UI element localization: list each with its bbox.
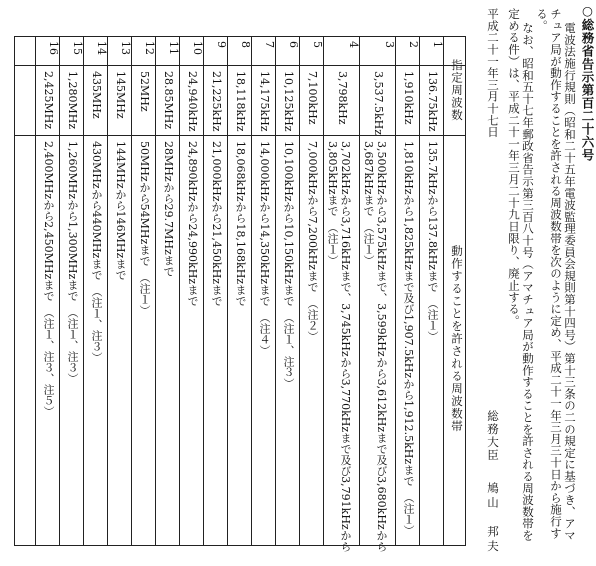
permitted-frequency-band: 50MHzから54MHzまで （注１） — [138, 141, 151, 316]
row-number: 5 — [311, 41, 324, 48]
permitted-frequency-band: 24,890kHzから24,990kHzまで — [186, 141, 199, 307]
designated-frequency: 3,537.5kHz — [372, 71, 385, 136]
row-number: 14 — [95, 41, 108, 55]
row-number: 12 — [143, 41, 156, 55]
header-permitted-bands: 動作することを許される周波数帯 — [450, 245, 464, 433]
row-number: 13 — [119, 41, 132, 55]
permitted-frequency-band: 10,100kHzから10,150kHzまで （注１、注３） — [282, 141, 295, 389]
designated-frequency: 18,118kHz — [234, 71, 247, 132]
table-row — [107, 37, 131, 545]
designated-frequency: 136.75kHz — [426, 71, 439, 132]
row-number: 10 — [191, 41, 204, 55]
permitted-frequency-band: 14,000kHzから14,350kHzまで （注４） — [258, 141, 271, 356]
permitted-frequency-band: 144MHzから146MHzまで — [114, 141, 127, 281]
table-row — [179, 37, 203, 545]
row-number: 9 — [215, 41, 228, 48]
row-number: 8 — [239, 41, 252, 48]
permitted-frequency-band: 3,500kHzから3,575kHzまで、3,599kHzから3,612kHzまで及び3,680kHzから 3,687kHzまで （注１） — [362, 141, 388, 552]
table-row — [155, 37, 179, 545]
permitted-frequency-band: 2,400MHzから2,450MHzまで （注１、注３、注５） — [42, 141, 55, 417]
permitted-frequency-band: 135.7kHzから137.8kHzまで （注１） — [426, 141, 439, 342]
row-number: 6 — [287, 41, 300, 48]
row-number: 11 — [167, 41, 180, 55]
table-row — [203, 37, 227, 545]
permitted-frequency-band: 21,000kHzから21,450kHzまで — [210, 141, 223, 307]
table-row — [251, 37, 275, 545]
row-number: 1 — [431, 41, 444, 48]
designated-frequency: 10,125kHz — [282, 71, 295, 132]
row-number: 15 — [71, 41, 84, 55]
designated-frequency: 24,940kHz — [186, 71, 199, 132]
permitted-frequency-band: 18,068kHzから18,168kHzまで — [234, 141, 247, 307]
frequency-table — [14, 36, 466, 552]
designated-frequency: 52MHz — [138, 71, 151, 112]
row-number: 3 — [383, 41, 396, 48]
table-row — [83, 37, 107, 545]
table-row — [395, 37, 419, 545]
permitted-frequency-band: 28MHzから29.7MHzまで — [162, 141, 175, 277]
row-number: 4 — [347, 41, 360, 48]
table-row — [359, 37, 396, 552]
row-number: 16 — [47, 41, 60, 55]
permitted-frequency-band: 430MHzから440MHzまで （注１、注３） — [90, 141, 103, 363]
notice-title: ○総務省告示第百二十六号 — [580, 3, 595, 162]
designated-frequency: 1,280MHz — [66, 71, 79, 130]
designated-frequency: 1,910kHz — [402, 71, 415, 125]
permitted-frequency-band: 3,702kHzから3,716kHzまで、3,745kHzから3,770kHzまで及び3,791kHzから 3,805kHzまで （注１） — [326, 141, 352, 552]
designated-frequency: 2,425MHz — [42, 71, 55, 130]
notice-body-line-4: なお、昭和五十七年郵政省告示第三百八十号（アマチュア局が動作することを許される周波数帯を — [521, 22, 535, 542]
designated-frequency: 7,100kHz — [306, 71, 319, 125]
designated-frequency: 145MHz — [114, 71, 127, 119]
notice-body-line-1: 電波法施行規則（昭和二十五年電波監理委員会規則第十四号）第十三条の二の規定に基づき、アマ — [563, 22, 577, 542]
permitted-frequency-band: 7,000kHzから7,200kHzまで （注２） — [306, 141, 319, 342]
notice-body-line-2: チュア局が動作することを許される周波数帯を次のように定め、平成二十一年三月三十日から施行す — [549, 8, 563, 539]
row-number: 2 — [407, 41, 420, 48]
table-row — [323, 37, 360, 552]
table-row — [59, 37, 83, 545]
table-row — [131, 37, 155, 545]
table-row — [275, 37, 299, 545]
permitted-frequency-band: 1,810kHzから1,825kHzまで及び1,907.5kHzから1,912.5kHzまで （注１） — [402, 141, 415, 536]
designated-frequency: 21,225kHz — [210, 71, 223, 132]
table-row — [419, 37, 443, 545]
designated-frequency: 14,175kHz — [258, 71, 271, 132]
table-row — [35, 37, 59, 545]
designated-frequency: 435MHz — [90, 71, 103, 119]
notice-body-line-3: る。 — [535, 8, 549, 32]
notice-body-line-5: 定める件）は、平成二十一年三月二十九日限り、廃止する。 — [507, 8, 521, 327]
table-row — [299, 37, 323, 545]
header-designated-frequency: 指定周波数 — [450, 59, 464, 122]
designated-frequency: 28.85MHz — [162, 71, 175, 130]
permitted-frequency-band: 1,260MHzから1,300MHzまで （注１、注３） — [66, 141, 79, 384]
table-row — [227, 37, 251, 545]
notice-date: 平成二十一年三月十七日 — [486, 8, 500, 138]
table-header-column — [443, 37, 466, 545]
designated-frequency: 3,798kHz — [336, 71, 349, 125]
ministry-name: 総務大臣 — [486, 410, 500, 462]
minister-name: 鳩山 邦夫 — [486, 482, 500, 555]
row-number: 7 — [263, 41, 276, 48]
